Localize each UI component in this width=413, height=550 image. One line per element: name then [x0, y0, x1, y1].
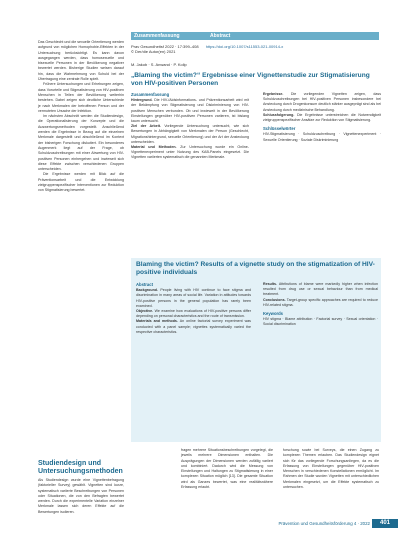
keywords-heading: Schlüsselwörter	[263, 126, 296, 132]
keywords-text: HIV-Stigmatisierung · Schuldzuschreibung · Vignettenexperiment · Sexuelle Orientierung · Soziale Diskriminierung	[263, 132, 381, 142]
citation-block	[131, 44, 381, 54]
german-title: „Blaming the victim?“ Ergebnisse einer Vignettenstudie zur Stigmatisierung von HIV-positiven Personen	[131, 72, 370, 87]
abstract-para: Schlussfolgerung. Die Ergebnisse unterstreichen die Notwendigkeit zielgruppenspezifischer Ansätze zur Reduktion von Stigmatisierung.	[263, 112, 381, 123]
abstract-para: Objective. We examine how evaluations of HIV-positive persons differ depending on personal characteristics and the route of transmission.	[136, 309, 251, 319]
body-column-2: fragen mehrere Situationsbeschreibungen vorgelegt, die jeweils mehrere Dimensionen enthalten. Die Ausprägungen der Dimensionen werden zufällig variiert und kombiniert. Dadurch wird die Messung von Einstellungen und Haltungen zu Stigmatisierung in einer komplexen Situation möglich [13]. Die gesamte Situation wird als Ganzes bewertet, was eine realitätsnähere Erfassung erlaubt.	[181, 448, 273, 490]
body-column-3: forschung sowie bei Surveys, die einen Zugang zu komplexen Themen erlauben. Das Studiendesign eignet sich für das vorliegende Forschungsanliegen, da es die Erfassung von Einstellungen gegenüber HIV-positiven Menschen in verschiedenen Konstellationen ermöglicht. Im Rahmen der Studie wurden Vignetten mit unterschiedlichen Merkmalen eingesetzt, um die Effekte systematisch zu untersuchen.	[283, 448, 379, 490]
abstract-subheading: Zusammenfassung	[131, 92, 170, 97]
copyright-line: © Der/die Autor(en) 2021	[131, 49, 176, 54]
german-abstract-col1	[131, 92, 249, 161]
english-abstract-col1	[136, 282, 251, 335]
abstract-para: Results. Attributions of blame were markedly higher when infection resulted from drug use or sexual behaviour than from medical treatment.	[263, 282, 378, 297]
keywords	[263, 126, 381, 143]
body-paragraph: Das Geschlecht und die sexuelle Orientierung werden aufgrund von möglichen Homophobie-Effekten in der Untersuchung berücksichtigt. Es kann davon ausgegangen werden, dass homosexuelle und bisexuelle Personen in der Bevölkerung negativer bewertet werden. Bisherige Studien weisen darauf hin, dass die Wahrnehmung von Schuld bei der Übertragung eine zentrale Rolle spielt.	[38, 40, 124, 82]
abstract-para: Ziel der Arbeit. Vorliegende Untersuchung untersucht, wie sich Bewertungen in Abhängigkeit von Merkmalen der Person (Geschlecht, Migrationshintergrund, sexuelle Orientierung) und der Art der Ansteckung unterscheiden.	[131, 124, 249, 144]
section-intro: Als Studiendesign wurde eine Vignettenbefragung (faktorieller Survey) gewählt. Vignetten sind kurze, systematisch variierte Beschreibungen von Personen oder Situationen, die von den Befragten bewertet werden. Durch die experimentelle Variation einzelner Merkmale lassen sich deren Effekte auf die Bewertungen isolieren.	[38, 478, 124, 514]
body-paragraph: Die Ergebnisse werden mit Blick auf die Präventionsarbeit und die Entwicklung zielgruppenspezifischer Interventionen zur Reduktion von Stigmatisierung bewertet.	[38, 172, 124, 193]
page-footer	[260, 519, 410, 529]
abstract-para: Ergebnisse. Die vorliegenden Vignetten zeigen, dass Schuldzuschreibungen bei HIV-positiven Personen insbesondere bei Ansteckung durch Drogenkonsum deutlich stärker ausgeprägt sind als bei Ansteckung durch medizinische Behandlung.	[263, 92, 381, 112]
body-paragraph: Im nächsten Abschnitt werden die Studiendesign, die Operationalisierung der Konzepte und die Auswertungsmethoden vorgestellt. Anschließend werden die Ergebnisse in Bezug auf die einzelnen Merkmale dargestellt und abschließend im Kontext der bisherigen Forschung diskutiert. Ein besonderes Augenmerk liegt auf der Frage, ob Schuldzuschreibungen mit einer Abwertung von HIV-positiven Personen einhergehen und inwieweit sich diese Effekte zwischen verschiedenen Gruppen unterscheiden.	[38, 114, 124, 172]
journal-citation: Prav Gesundheitsf 2022 · 17:399–408	[131, 44, 199, 49]
body-paragraph: Frühere Untersuchungen und Erhebungen zeigen, dass Vorurteile und Stigmatisierung von HIV-positiven Menschen in Teilen der Bevölkerung weiterhin bestehen. Dabei zeigen sich deutliche Unterschiede je nach Merkmalen der betroffenen Person und der vermuteten Ursache der Infektion.	[38, 82, 124, 113]
left-body-column	[38, 40, 124, 194]
abstract-para: Material und Methoden. Zur Untersuchung wurde ein Online-Vignettenexperiment unter Nutzung des KAB-Panels eingesetzt. Die Vignetten variierten systematisch die genannten Merkmale.	[131, 145, 249, 160]
keywords	[263, 311, 378, 328]
abstract-para: Materials and methods. An online factorial survey experiment was conducted with a panel sample; vignettes systematically varied the respective characteristics.	[136, 319, 251, 334]
abstract-subheading: Abstract	[136, 282, 153, 287]
german-abstract-col2	[263, 92, 381, 143]
footer-journal: Prävention und Gesundheitsförderung 4 · 2022	[278, 521, 370, 526]
doi-link[interactable]: https://doi.org/10.1007/s11553-021-00914-x	[205, 44, 284, 49]
abstract-para: Conclusions. Target-group specific approaches are required to reduce HIV-related stigma.	[263, 297, 378, 307]
author-list: M. Jakob · S. Anwand · P. Kolip	[131, 62, 187, 67]
english-abstract-col2	[263, 282, 378, 328]
header-label-english: Abstract	[210, 32, 231, 39]
abstract-para: Hintergrund. Die HIV-/Aidsinformations- und Präventionsarbeit wird mit der Bekämpfung von Stigmatisierung und Diskriminierung von HIV-positiven Menschen verbunden. Ob und inwieweit in der Bevölkerung Einstellungen gegenüber HIV-positiven Personen variieren, ist bislang kaum untersucht.	[131, 98, 250, 124]
keywords-text: HIV stigma · Blame attribution · Factorial survey · Sexual orientation · Social discrimination	[263, 317, 378, 327]
english-title: Blaming the victim? Results of a vignette study on the stigmatization of HIV-positive individuals	[136, 261, 375, 276]
abstract-header-bar	[131, 32, 379, 40]
header-label-german: Zusammenfassung	[134, 32, 180, 39]
section-heading: Studiendesign und Untersuchungsmethoden	[38, 460, 123, 475]
keywords-heading: Keywords	[263, 311, 284, 317]
abstract-para: Background. People living with HIV continue to face stigma and discrimination in many areas of social life. Variation in attitudes towards HIV-positive persons in the general population has rarely been examined.	[136, 288, 251, 308]
page-number: 401	[372, 519, 398, 528]
